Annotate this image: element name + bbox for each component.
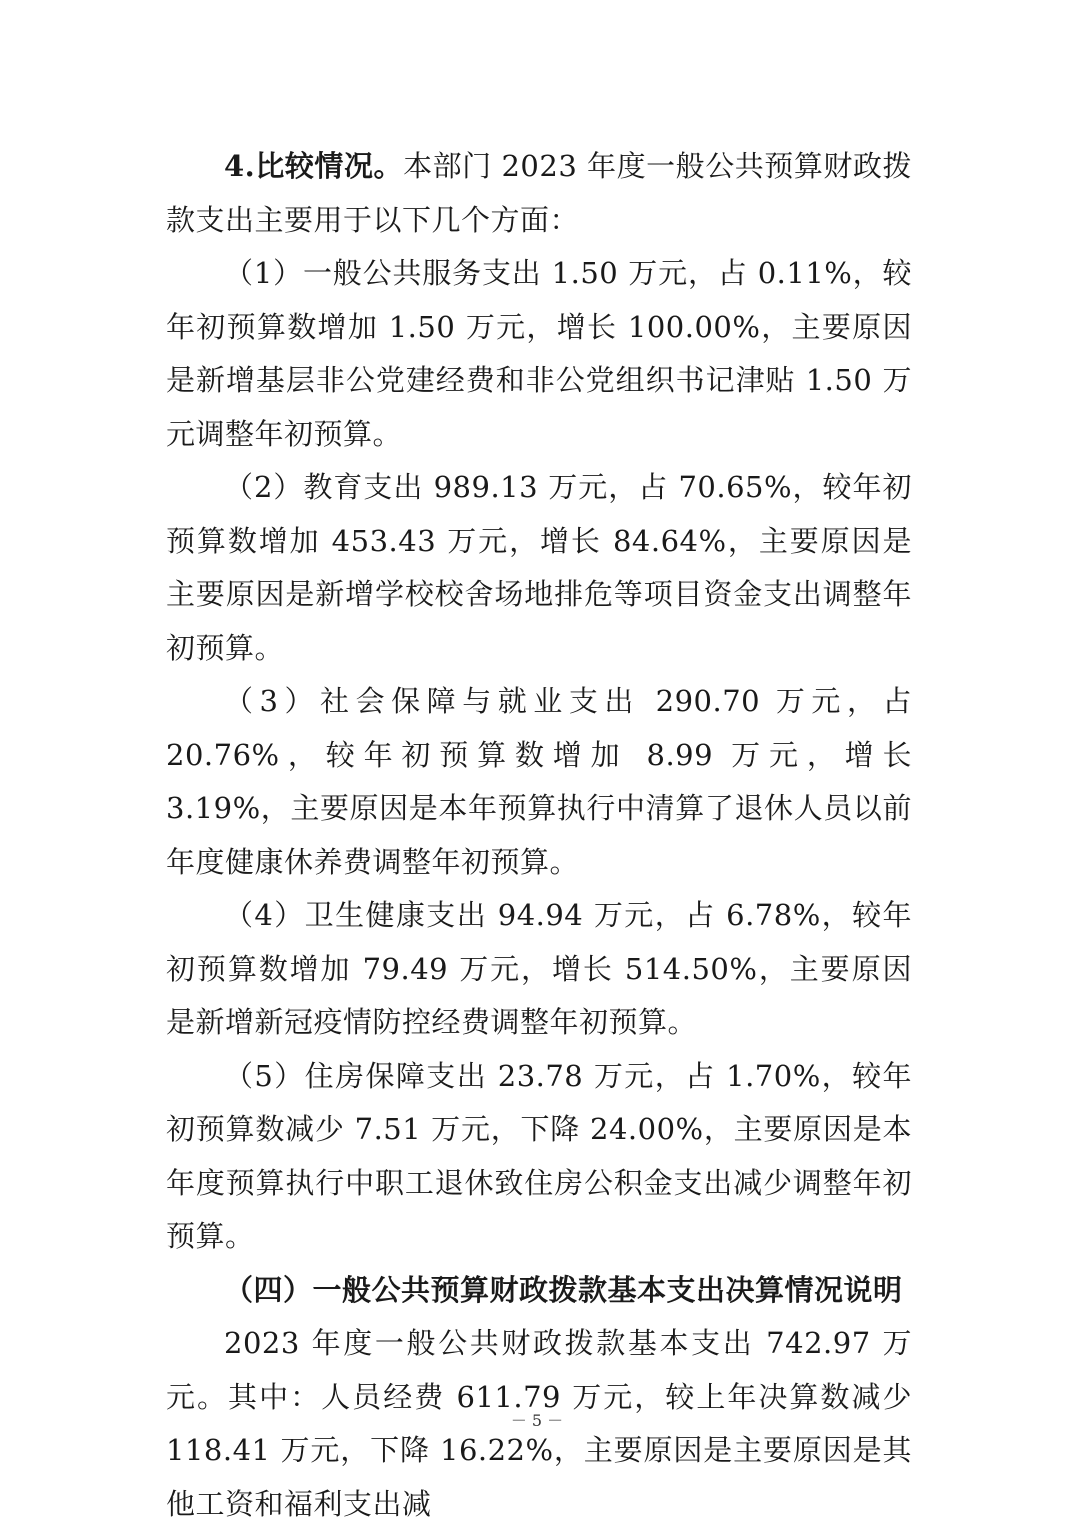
- item-1-paragraph: （1）一般公共服务支出 1.50 万元，占 0.11%，较年初预算数增加 1.50 万元，增长 100.00%，主要原因是新增基层非公党建经费和非公党组织书记津贴 1.50 万元调整年初预算。: [166, 256, 912, 451]
- comparison-lead-label: 4.比较情况。: [224, 149, 404, 183]
- section-heading-basic-expenditure: （四）一般公共预算财政拨款基本支出决算情况说明: [224, 1272, 903, 1307]
- basic-expenditure-paragraph: 2023 年度一般公共财政拨款基本支出 742.97 万元。其中：人员经费 611.79 万元，较上年决算数减少 118.41 万元，下降 16.22%，主要原因是主要原因是其他工资和福利支出减: [166, 1326, 912, 1521]
- comparison-intro-paragraph: [166, 140, 912, 247]
- document-body: [166, 140, 912, 1531]
- comparison-intro-text: 本部门 2023 年度一般公共预算财政拨款支出主要用于以下几个方面：: [166, 149, 912, 237]
- page-number: － 5 －: [510, 1411, 564, 1430]
- item-3-paragraph: （3）社会保障与就业支出 290.70 万元，占 20.76%，较年初预算数增加 8.99 万元，增长 3.19%，主要原因是本年预算执行中清算了退休人员以前年度健康休养费调整年初预算。: [166, 684, 912, 879]
- item-5-paragraph: （5）住房保障支出 23.78 万元，占 1.70%，较年初预算数减少 7.51 万元，下降 24.00%，主要原因是本年度预算执行中职工退休致住房公积金支出减少调整年初预算。: [166, 1058, 912, 1253]
- item-2-paragraph: （2）教育支出 989.13 万元，占 70.65%，较年初预算数增加 453.43 万元，增长 84.64%，主要原因是主要原因是新增学校校舍场地排危等项目资金支出调整年初预算。: [166, 470, 912, 665]
- item-4-paragraph: （4）卫生健康支出 94.94 万元，占 6.78%，较年初预算数增加 79.49 万元，增长 514.50%，主要原因是新增新冠疫情防控经费调整年初预算。: [166, 898, 912, 1039]
